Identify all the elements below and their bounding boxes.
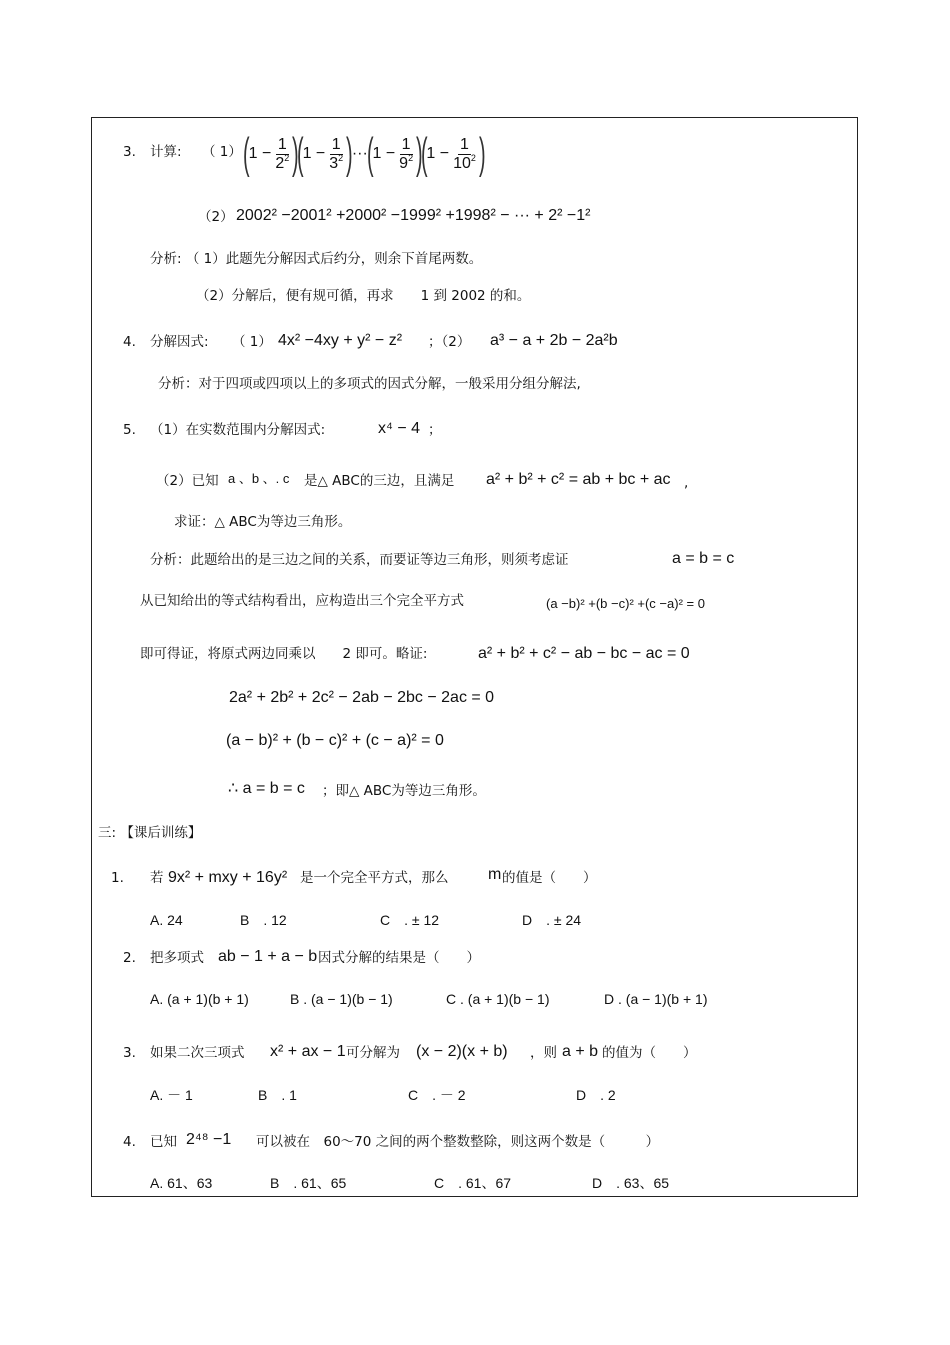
q3-analysis-1: 分析: （ 1）此题先分解因式后约分，则余下首尾两数。 — [150, 251, 483, 267]
q5-analysis-1: 分析：此题给出的是三边之间的关系，而要证等边三角形，则须考虑证 — [150, 552, 569, 568]
q3-part1-label: （ 1） — [202, 144, 242, 160]
q4-label: 分解因式: — [150, 334, 209, 350]
h3-number: 3. — [123, 1045, 136, 1061]
q5-analysis-3-math: a² + b² + c² − ab − bc − ac = 0 — [478, 645, 690, 662]
q5-number: 5. — [123, 422, 136, 438]
q5-analysis-1-math: a = b = c — [672, 550, 735, 567]
q4-expression-1: 4x² −4xy + y² − z² — [278, 332, 403, 349]
h1-text-a: 若 — [150, 870, 164, 886]
h3-expression-2: (x − 2)(x + b) — [416, 1043, 508, 1060]
q5-analysis-3: 即可得证，将原式两边同乘以 2 即可。略证: — [140, 646, 428, 662]
q5-part1-text: （1）在实数范围内分解因式: — [150, 422, 326, 438]
q5-condition-expression: a² + b² + c² = ab + bc + ac — [486, 471, 671, 488]
section-heading: 三: 【课后训练】 — [98, 825, 202, 841]
q5-part2-text-b: 是△ ABC的三边，且满足 — [304, 473, 455, 489]
h3-option-c: C . － 2 — [408, 1087, 466, 1103]
h2-expression: ab − 1 + a − b — [218, 948, 318, 965]
h4-option-c: C . 61、67 — [434, 1175, 512, 1191]
q3-label: 计算: — [150, 144, 182, 160]
h2-option-a: A. (a + 1)(b + 1) — [150, 991, 249, 1007]
h4-expression: 2⁴⁸ −1 — [186, 1131, 232, 1148]
q5-expression-1: x⁴ − 4 — [378, 420, 421, 437]
h3-option-a: A. － 1 — [150, 1087, 193, 1103]
q5-variables: a 、b 、. c — [228, 471, 290, 486]
q3-part2-expression: 2002² −2001² +2000² −1999² +1998² − ··· + 2² −1² — [236, 207, 591, 224]
h3-expression-3: a + b — [562, 1043, 599, 1060]
h3-option-b: B . 1 — [258, 1087, 297, 1103]
h3-expression-1: x² + ax − 1 — [270, 1043, 346, 1060]
h2-text-a: 把多项式 — [150, 950, 204, 966]
q5-prove-statement: 求证：△ ABC为等边三角形。 — [174, 514, 352, 530]
q4-part1-label: （ 1） — [232, 334, 272, 350]
h2-option-b: B . (a − 1)(b − 1) — [290, 991, 393, 1007]
h1-option-b: B . 12 — [240, 912, 287, 928]
q5-part2-text-a: （2）已知 — [156, 473, 219, 489]
h2-text-b: 因式分解的结果是（ ） — [318, 950, 480, 966]
h1-option-d: D . ± 24 — [522, 912, 582, 928]
q3-number: 3. — [123, 144, 136, 160]
q4-expression-2: a³ − a + 2b − 2a²b — [490, 332, 618, 349]
h4-option-b: B . 61、65 — [270, 1175, 347, 1191]
q5-analysis-2: 从已知给出的等式结构看出，应构造出三个完全平方式 — [140, 593, 464, 609]
h1-option-a: A. 24 — [150, 912, 183, 928]
h3-option-d: D . 2 — [576, 1087, 616, 1103]
h2-number: 2. — [123, 950, 136, 966]
q4-analysis: 分析：对于四项或四项以上的多项式的因式分解，一般采用分组分解法, — [158, 376, 581, 392]
h1-option-c: C . ± 12 — [380, 912, 440, 928]
q5-comma: , — [684, 475, 689, 491]
q3-part2-label: （2） — [198, 209, 234, 225]
h3-text-c: ，则 — [530, 1045, 557, 1061]
h4-text-b: 可以被在 60～70 之间的两个整数整除，则这两个数是（ ） — [256, 1134, 660, 1150]
h1-number: 1. — [111, 870, 124, 886]
q5-proof-step-2: (a − b)² + (b − c)² + (c − a)² = 0 — [226, 732, 444, 749]
h4-text-a: 已知 — [150, 1134, 177, 1150]
h3-text-d: 的值为（ ） — [602, 1045, 697, 1061]
h1-text-c: 的值是（ ） — [502, 870, 597, 886]
q3-analysis-2: （2）分解后，便有规可循，再求 1 到 2002 的和。 — [196, 288, 531, 304]
h3-text-b: 可分解为 — [346, 1045, 400, 1061]
h2-option-c: C . (a + 1)(b − 1) — [446, 991, 550, 1007]
q5-proof-step-3-math: ∴ a = b = c — [228, 780, 305, 797]
q5-proof-conclusion: ；即△ ABC为等边三角形。 — [322, 783, 486, 799]
q3-product-expression: ( 1 − $\frac{1}{2^2}$ ) ( 1 − $\frac{1}{3^2}$ ) ··· ( 1 − $\frac{1}{9^2}$ ) ( 1 − $\frac{1}{10^2}$ ) — [243, 129, 486, 178]
h4-number: 4. — [123, 1134, 136, 1150]
h4-option-a: A. 61、63 — [150, 1175, 213, 1191]
q5-analysis-2-math: (a −b)² +(b −c)² +(c −a)² = 0 — [546, 596, 705, 611]
q4-number: 4. — [123, 334, 136, 350]
h3-text-a: 如果二次三项式 — [150, 1045, 245, 1061]
h1-expression: 9x² + mxy + 16y² — [168, 869, 288, 886]
q5-semicolon: ； — [428, 422, 442, 438]
h4-option-d: D . 63、65 — [592, 1175, 670, 1191]
h2-option-d: D . (a − 1)(b + 1) — [604, 991, 708, 1007]
q4-separator: ；（2） — [428, 334, 471, 350]
h1-variable-m: m — [488, 866, 502, 883]
h1-text-b: 是一个完全平方式，那么 — [300, 870, 449, 886]
q5-proof-step-1: 2a² + 2b² + 2c² − 2ab − 2bc − 2ac = 0 — [229, 689, 495, 706]
